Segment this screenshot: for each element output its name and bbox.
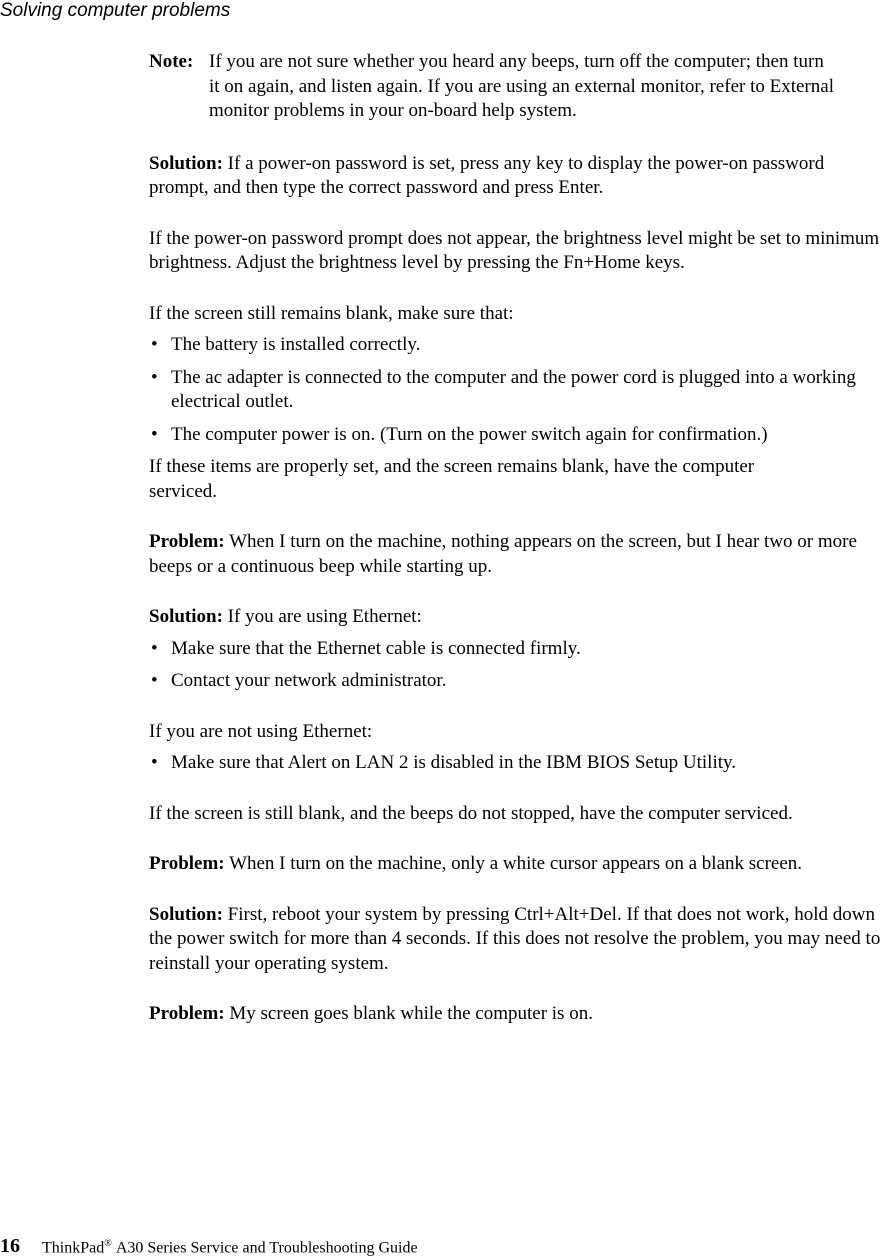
bullet-icon: • bbox=[151, 637, 158, 659]
blank-screen-paragraph: If the screen still remains blank, make sure that: bbox=[149, 302, 514, 324]
checklist bbox=[149, 333, 884, 447]
registered-mark: ® bbox=[104, 1238, 112, 1249]
solution-label: Solution: bbox=[149, 903, 223, 925]
problem-screen-blank bbox=[149, 1002, 884, 1027]
footer-title: A30 Series Service and Troubleshooting Guide bbox=[115, 1239, 418, 1257]
solution-text: First, reboot your system by pressing Ctrl+Alt+Del. If that does not work, hold down the power switch for more than 4 seconds. If this does not resolve the problem, you may need to reinstall your operating system. bbox=[149, 903, 881, 974]
footer-brand: ThinkPad bbox=[42, 1239, 105, 1257]
solution-label: Solution: bbox=[149, 152, 223, 174]
problem-label: Problem: bbox=[149, 1003, 225, 1024]
note-label: Note: bbox=[149, 51, 194, 72]
page-number: 16 bbox=[0, 1235, 20, 1258]
list-item: • The battery is installed correctly. bbox=[149, 333, 884, 358]
solution-ethernet bbox=[149, 605, 884, 630]
ethernet-list bbox=[149, 637, 884, 694]
list-item: • Contact your network administrator. bbox=[149, 669, 884, 694]
bullet-icon: • bbox=[151, 670, 158, 691]
solution-text: If you are using Ethernet: bbox=[227, 606, 422, 627]
note-text: If you are not sure whether you heard any beeps, turn off the computer; then turn it on again, and listen again. If you are using an external monitor, refer to External monitor problems in your on-board help system. bbox=[209, 51, 834, 121]
list-item: • Make sure that Alert on LAN 2 is disabled in the IBM BIOS Setup Utility. bbox=[149, 751, 884, 776]
page-footer bbox=[0, 1234, 418, 1258]
running-header: Solving computer problems bbox=[0, 0, 231, 21]
not-ethernet-paragraph: If you are not using Ethernet: bbox=[149, 720, 373, 742]
list-item: • The computer power is on. (Turn on the power switch again for confirmation.) bbox=[149, 423, 771, 448]
page-body bbox=[149, 50, 884, 1027]
problem-beeps bbox=[149, 530, 869, 579]
brightness-paragraph: If the power-on password prompt does not appear, the brightness level might be set to minimum brightness. Adjust the brightness level by pressing the Fn+Home keys. bbox=[149, 227, 880, 273]
problem-white-cursor bbox=[149, 852, 839, 877]
beeps-paragraph: If the screen is still blank, and the beeps do not stopped, have the computer serviced. bbox=[149, 802, 793, 824]
list-item: • The ac adapter is connected to the computer and the power cord is plugged into a working electrical outlet. bbox=[151, 366, 856, 412]
solution-label: Solution: bbox=[149, 606, 223, 627]
list-item: • Make sure that the Ethernet cable is connected firmly. bbox=[149, 637, 884, 662]
bullet-icon: • bbox=[151, 423, 158, 445]
bullet-icon: • bbox=[151, 752, 158, 773]
solution-power-on-password bbox=[149, 152, 861, 201]
problem-text: When I turn on the machine, only a white cursor appears on a blank screen. bbox=[229, 853, 803, 874]
solution-reboot bbox=[149, 903, 884, 977]
bullet-icon: • bbox=[151, 334, 158, 355]
problem-text: When I turn on the machine, nothing appears on the screen, but I hear two or more beeps or a continuous beep while starting up. bbox=[149, 531, 857, 577]
note-paragraph bbox=[149, 50, 839, 124]
problem-text: My screen goes blank while the computer is on. bbox=[229, 1003, 593, 1024]
problem-label: Problem: bbox=[149, 531, 225, 552]
serviced-paragraph: If these items are properly set, and the screen remains blank, have the computer serviced. bbox=[149, 456, 755, 502]
bullet-icon: • bbox=[151, 366, 158, 388]
solution-text: If a power-on password is set, press any key to display the power-on password prompt, and then type the correct password and press Enter. bbox=[149, 152, 825, 198]
problem-label: Problem: bbox=[149, 853, 225, 874]
not-ethernet-list bbox=[149, 751, 884, 776]
